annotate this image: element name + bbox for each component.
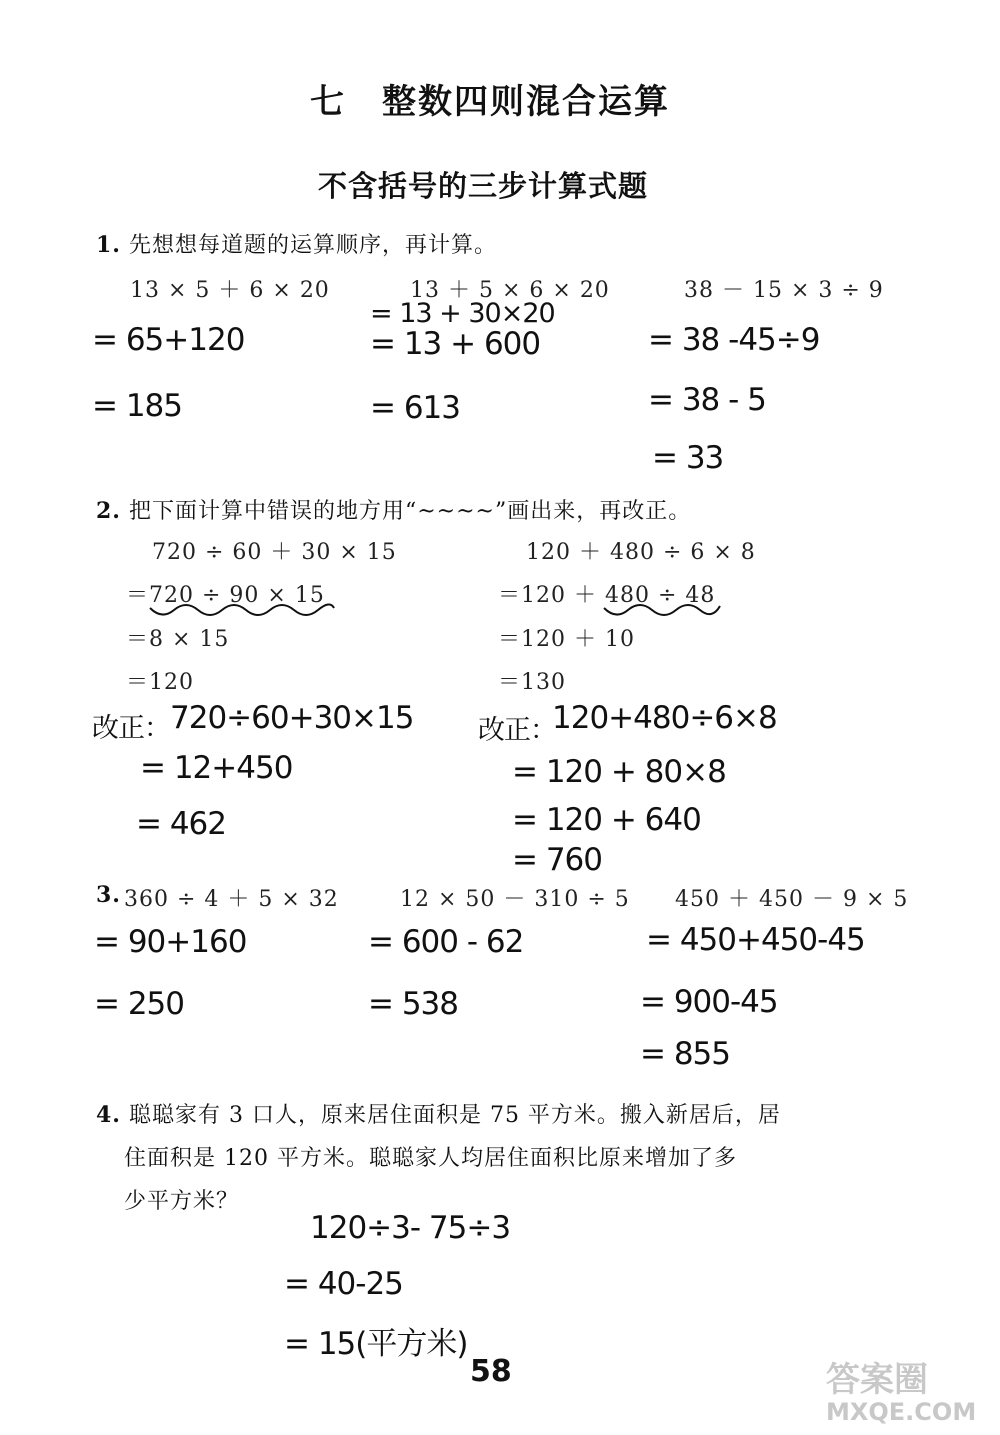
handwritten-step: = 250 [94, 986, 184, 1022]
wavy-underline-b [602, 600, 724, 622]
handwritten-step: = 15(平方米) [284, 1326, 468, 1362]
handwritten-step: = 13 + 30×20 [370, 298, 555, 329]
q2-line: ＝120 ＋ 10 [498, 627, 635, 652]
handwritten-step: = 38 -45÷9 [648, 322, 820, 358]
handwritten-step: = 120 + 640 [512, 802, 701, 838]
handwritten-step: = 900-45 [640, 984, 778, 1020]
handwritten-step: = 120 + 80×8 [512, 754, 726, 790]
q1-expression-a: 13 × 5 ＋ 6 × 20 [130, 278, 330, 303]
q2-line: 720 ÷ 60 ＋ 30 × 15 [152, 540, 397, 565]
q2-line: 120 ＋ 480 ÷ 6 × 8 [526, 540, 756, 565]
q2-line: ＝120 ＋ 480 ÷ 48 [498, 583, 716, 608]
handwritten-step: 120+480÷6×8 [552, 700, 777, 736]
q2-line: ＝130 [498, 670, 566, 695]
handwritten-step: = 65+120 [92, 322, 245, 358]
q1-expression-c: 38 － 15 × 3 ÷ 9 [684, 278, 884, 303]
handwritten-step: = 600 - 62 [368, 924, 524, 960]
question-text: 先想想每道题的运算顺序，再计算。 [128, 233, 497, 258]
handwritten-step: = 13 + 600 [370, 326, 541, 362]
q2-line: ＝8 × 15 [126, 627, 230, 652]
handwritten-step: = 760 [512, 842, 602, 878]
question-text-line: 少平方米？ [124, 1189, 240, 1214]
watermark-logo: 答案圈 [826, 1360, 928, 1400]
q3-expression-a: 360 ÷ 4 ＋ 5 × 32 [124, 887, 339, 912]
question-3-number: 3. [96, 882, 121, 908]
handwritten-step: = 450+450-45 [646, 922, 865, 958]
handwritten-step: = 38 - 5 [648, 382, 766, 418]
handwritten-step: 720÷60+30×15 [170, 700, 414, 736]
q2-line: ＝720 ÷ 90 × 15 [126, 583, 325, 608]
question-text-line: 聪聪家有 3 口人，原来居住面积是 75 平方米。搬入新居后，居 [128, 1103, 781, 1128]
handwritten-step: = 33 [652, 440, 724, 476]
question-number: 4. [96, 1102, 121, 1128]
question-2 [96, 494, 691, 525]
handwritten-step: = 90+160 [94, 924, 247, 960]
correction-label: 改正： [92, 713, 170, 744]
q3-expression-b: 12 × 50 － 310 ÷ 5 [400, 887, 630, 912]
question-1 [96, 228, 497, 259]
handwritten-step: = 185 [92, 388, 182, 424]
section-subtitle: 不含括号的三步计算式题 [318, 169, 649, 203]
watermark-url: MXQE.COM [826, 1398, 977, 1426]
question-text-line: 住面积是 120 平方米。聪聪家人均居住面积比原来增加了多 [124, 1146, 737, 1171]
handwritten-step: = 40-25 [284, 1266, 403, 1302]
question-number: 1. [96, 232, 121, 258]
handwritten-step: 120÷3- 75÷3 [310, 1210, 511, 1246]
q1-expression-b: 13 ＋ 5 × 6 × 20 [410, 278, 610, 303]
handwritten-step: = 855 [640, 1036, 730, 1072]
page-number: 58 [470, 1354, 512, 1389]
question-text: 把下面计算中错误的地方用“~~~~”画出来，再改正。 [128, 499, 692, 524]
handwritten-step: = 613 [370, 390, 460, 426]
handwritten-step: = 12+450 [140, 750, 293, 786]
handwritten-step: = 462 [136, 806, 226, 842]
wavy-underline-a [148, 600, 338, 622]
question-4 [96, 1098, 781, 1129]
correction-label: 改正： [478, 715, 556, 746]
question-number: 2. [96, 498, 121, 524]
handwritten-step: = 538 [368, 986, 458, 1022]
q3-expression-c: 450 ＋ 450 － 9 × 5 [675, 887, 909, 912]
q2-line: ＝120 [126, 670, 194, 695]
chapter-title: 七 整数四则混合运算 [310, 82, 670, 122]
